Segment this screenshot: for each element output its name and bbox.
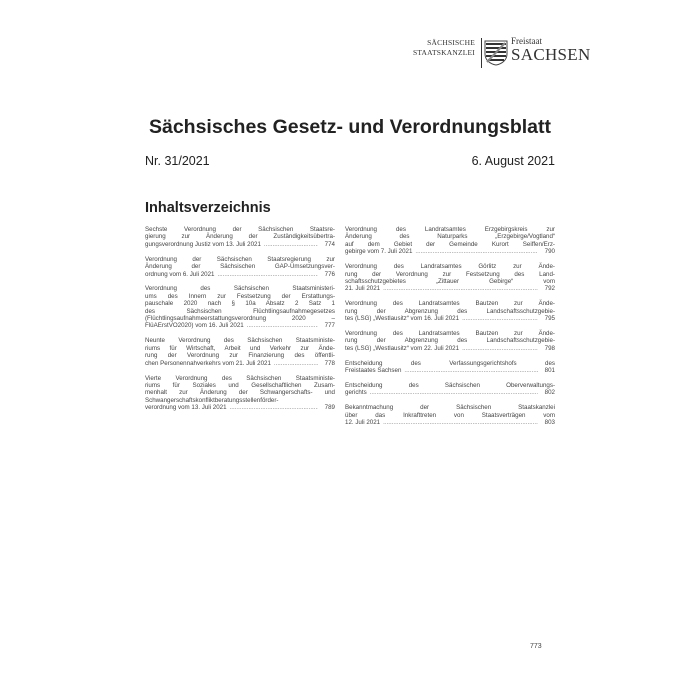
toc-entry-page: 790: [544, 248, 555, 256]
toc-left-column: [145, 226, 335, 419]
toc-entry-line: Bekanntmachung der Sächsischen Staatskanzlei: [345, 404, 555, 412]
toc-entry-last-line: [345, 285, 555, 292]
toc-entry-page: 798: [544, 344, 555, 352]
dot-leader: [217, 271, 318, 278]
toc-right-column: [345, 226, 555, 434]
toc-entry-line: des Sächsischen Flüchtlingsaufnahmegesetzes: [145, 307, 335, 315]
toc-entry-line: Entscheidung des Verfassungsgerichtshofs des: [345, 359, 555, 367]
toc-entry[interactable]: [345, 226, 555, 256]
toc-entry-line: Vierte Verordnung des Sächsischen Staatsministe-: [145, 374, 335, 382]
dot-leader: [274, 360, 318, 367]
issue-date: 6. August 2021: [471, 154, 555, 168]
toc-entry-line: auf dem Gebiet der Gemeinde Kurort Seiffen/Erz-: [345, 240, 555, 248]
staatskanzlei-logo-text: [395, 38, 475, 58]
toc-entry-last-line: [145, 404, 335, 411]
toc-entry-last-line: [345, 248, 555, 255]
toc-entry-line: verordnung vom 13. Juli 2021: [145, 404, 227, 412]
dot-leader: [383, 419, 538, 426]
dot-leader: [462, 345, 538, 352]
toc-entry-page: 776: [324, 270, 335, 278]
logo-small: Freistaat: [511, 36, 542, 46]
toc-entry-line: gerichts: [345, 389, 367, 397]
toc-entry[interactable]: [345, 330, 555, 352]
toc-entry[interactable]: [145, 285, 335, 329]
toc-entry-line: menhalt zur Änderung der Schwangerschafts- und: [145, 389, 335, 397]
page-title: Sächsisches Gesetz- und Verordnungsblatt: [148, 116, 552, 138]
toc-entry-line: gebirge vom 7. Juli 2021: [345, 248, 413, 256]
toc-entry-line: ums des Innern zur Festsetzung der Erstattungs-: [145, 292, 335, 300]
dot-leader: [383, 285, 538, 292]
toc-entry-page: 801: [544, 367, 555, 375]
toc-entry-last-line: [345, 389, 555, 396]
toc-entry-line: schaftsschutzgebietes „Zittauer Gebirge“ vom: [345, 277, 555, 285]
toc-entry-line: rung der Abgrenzung des Landschaftsschutzgebie-: [345, 307, 555, 315]
toc-heading: Inhaltsverzeichnis: [145, 200, 271, 216]
toc-entry[interactable]: [145, 226, 335, 248]
toc-entry-line: pauschale 2020 nach § 10a Absatz 2 Satz 1: [145, 300, 335, 308]
toc-entry-line: (Flüchtlingsaufnahmeerstattungsverordnung 2020 –: [145, 315, 335, 323]
toc-entry-line: gierung zur Änderung der Zuständigkeitsübertra-: [145, 233, 335, 241]
toc-entry-line: Neunte Verordnung des Sächsischen Staatsministe-: [145, 337, 335, 345]
toc-entry-last-line: [345, 367, 555, 374]
toc-entry-last-line: [145, 322, 335, 329]
toc-entry-line: Verordnung des Landratsamtes Erzgebirgskreis zur: [345, 226, 555, 233]
dot-leader: [264, 241, 318, 248]
toc-entry-line: 21. Juli 2021: [345, 285, 381, 293]
toc-entry-line: Verordnung des Landratsamtes Görlitz zur Ände-: [345, 263, 555, 271]
toc-entry-line: Verordnung der Sächsischen Staatsregierung zur: [145, 255, 335, 263]
toc-entry-line: Verordnung des Sächsischen Staatsministeri-: [145, 285, 335, 293]
toc-entry-line: Sechste Verordnung der Sächsischen Staatsre-: [145, 226, 335, 233]
toc-entry-last-line: [345, 345, 555, 352]
toc-entry-line: riums für Soziales und Gesellschaftlichen Zusam-: [145, 381, 335, 389]
toc-entry-line: tes (LSG) „Westlausitz“ vom 16. Juli 2021: [345, 315, 460, 323]
toc-entry-line: ordnung vom 6. Juli 2021: [145, 270, 215, 278]
toc-entry-line: rung der Verordnung zur Finanzierung des öffentli-: [145, 352, 335, 360]
toc-entry[interactable]: [345, 263, 555, 293]
issue-number: Nr. 31/2021: [145, 154, 210, 168]
toc-entry-last-line: [345, 315, 555, 322]
toc-entry-page: 803: [544, 419, 555, 427]
toc-entry-last-line: [345, 419, 555, 426]
toc-entry-line: tes (LSG) „Westlausitz“ vom 22. Juli 2021: [345, 344, 460, 352]
toc-entry-line: chen Personennahverkehrs vom 21. Juli 2021: [145, 359, 271, 367]
page-number: 773: [530, 643, 542, 650]
toc-entry-line: gungsverordnung Justiz vom 13. Juli 2021: [145, 240, 261, 248]
toc-entry[interactable]: [345, 300, 555, 322]
dot-leader: [415, 248, 538, 255]
dot-leader: [230, 404, 318, 411]
toc-entry-page: 777: [324, 322, 335, 330]
toc-entry-line: rung der Abgrenzung des Landschaftsschutzgebie-: [345, 337, 555, 345]
toc-entry[interactable]: [145, 256, 335, 278]
toc-entry-line: Änderung der Sächsischen GAP-Umsetzungsver-: [145, 263, 335, 271]
toc-entry-page: 802: [544, 389, 555, 397]
dot-leader: [247, 322, 318, 329]
logo-divider: [481, 38, 482, 68]
toc-entry-line: Freistaates Sachsen: [345, 367, 402, 375]
toc-entry-line: riums für Wirtschaft, Arbeit und Verkehr zur Ände-: [145, 344, 335, 352]
toc-entry-line: Verordnung des Landratsamtes Bautzen zur Ände-: [345, 329, 555, 337]
dot-leader: [404, 367, 538, 374]
logo-line: SÄCHSISCHE: [427, 38, 475, 47]
toc-entry[interactable]: [145, 375, 335, 412]
toc-entry-line: Schwangerschaftskonfliktberatungsstellenförder-: [145, 396, 279, 404]
logo-line: STAATSKANZLEI: [413, 48, 475, 57]
freistaat-sachsen-logo-text: [511, 37, 591, 63]
toc-entry-line: Verordnung des Landratsamtes Bautzen zur Ände-: [345, 300, 555, 308]
toc-entry-line: FlüAErstVO2020) vom 16. Juli 2021: [145, 322, 244, 330]
dot-leader: [370, 389, 538, 396]
toc-entry[interactable]: [345, 404, 555, 426]
toc-entry-page: 795: [544, 315, 555, 323]
toc-entry-page: 778: [324, 359, 335, 367]
toc-entry-line: Änderung des Naturparks „Erzgebirge/Vogtland“: [345, 233, 555, 241]
toc-entry[interactable]: [345, 360, 555, 375]
toc-entry-line: 12. Juli 2021: [345, 419, 381, 427]
toc-entry-page: 789: [324, 404, 335, 412]
toc-entry-line: über das Inkrafttreten von Staatsverträgen vom: [345, 411, 555, 419]
logo-big: SACHSEN: [511, 45, 591, 64]
toc-entry-page: 792: [544, 285, 555, 293]
toc-entry[interactable]: [145, 337, 335, 367]
toc-entry-page: 774: [324, 240, 335, 248]
toc-entry-line: rung der Verordnung zur Festsetzung des Land-: [345, 270, 555, 278]
saxony-crest-icon: [484, 40, 508, 66]
toc-entry-last-line: [145, 241, 335, 248]
toc-entry-last-line: [145, 271, 335, 278]
dot-leader: [462, 315, 538, 322]
toc-entry[interactable]: [345, 382, 555, 397]
toc-entry-last-line: [145, 360, 335, 367]
toc-entry-line: Entscheidung des Sächsischen Oberverwaltungs-: [345, 382, 555, 389]
